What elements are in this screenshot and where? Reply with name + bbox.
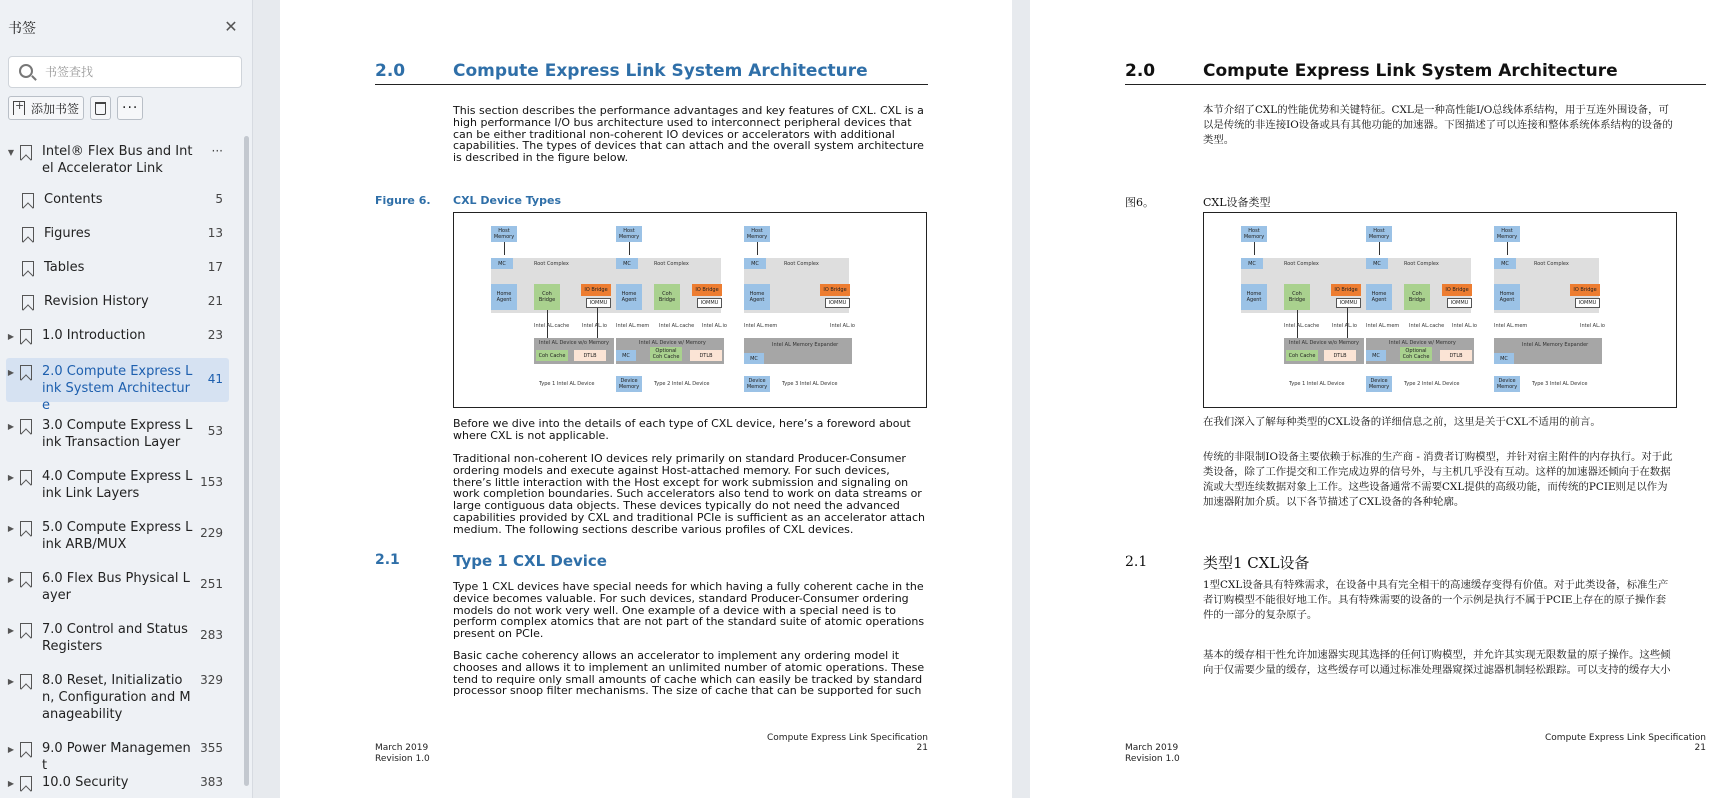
diagram-block: Host Memory <box>744 226 770 242</box>
bookmark-label: Intel® Flex Bus and Intel Accelerator Link <box>42 144 193 176</box>
expand-arrow-icon[interactable]: ▶ <box>7 473 15 482</box>
bookmark-item[interactable] <box>6 773 229 795</box>
footer-doc-title: Compute Express Link Specification <box>767 733 928 743</box>
diagram-link <box>757 242 758 255</box>
diagram-block: Coh Cache <box>536 350 568 361</box>
footer-page-number: 21 <box>1694 743 1706 753</box>
section-title: Compute Express Link System Architecture <box>1203 61 1618 81</box>
diagram-block: IOMMU <box>1575 298 1600 308</box>
diagram-link <box>1254 242 1255 255</box>
bookmark-item[interactable] <box>6 142 229 176</box>
diagram-block: Device Memory <box>616 376 642 392</box>
bookmark-search-input[interactable] <box>45 62 235 82</box>
expand-arrow-icon[interactable]: ▶ <box>7 575 15 584</box>
cxl-device-types-figure <box>453 212 927 408</box>
diagram-block: IO Bridge <box>692 284 722 296</box>
bookmark-sidebar <box>0 0 253 798</box>
section-number: 2.0 <box>375 61 406 81</box>
figure-title: CXL设备类型 <box>1203 196 1271 209</box>
diagram-caption: Root Complex <box>1534 261 1569 267</box>
diagram-block: Host Memory <box>616 226 642 242</box>
diagram-block: MC <box>491 258 513 269</box>
diagram-block: Home Agent <box>1241 284 1267 310</box>
diagram-block: Optional Coh Cache <box>650 347 682 361</box>
diagram-block: MC <box>1494 258 1516 269</box>
diagram-block: Home Agent <box>491 284 517 310</box>
sidebar-scrollbar[interactable] <box>244 136 249 786</box>
bookmark-page: 153 <box>200 475 223 489</box>
collapse-arrow-icon[interactable]: ▼ <box>7 148 15 157</box>
bookmark-icon <box>20 572 32 587</box>
diagram-block: Host Memory <box>1366 226 1392 242</box>
bookmark-item[interactable] <box>6 671 229 725</box>
diagram-caption: Intel AL.cache <box>1284 323 1320 329</box>
bookmark-icon <box>22 227 34 242</box>
paragraph: 在我们深入了解每种类型的CXL设备的详细信息之前，这里是关于CXL不适用的前言。 <box>1203 416 1601 428</box>
paragraph: 本节介绍了CXL的性能优势和关键特征。CXL是一种高性能I/O总线体系结构，用于互连外围设备，可以是传统的非连接IO设备或具有其他功能的加速器。下图描述了可以连接和整体系统体系结构的设备的类型。 <box>1203 104 1673 146</box>
bookmark-label: Contents <box>44 192 103 207</box>
expand-arrow-icon[interactable]: ▶ <box>7 626 15 635</box>
paragraph: 传统的非限制IO设备主要依赖于标准的生产商 - 消费者订购模型，并针对宿主附件的内存执行。对于此类设备，除了工作提交和工作完成边界的信号外，与主机几乎没有互动。这样的加速器还倾向于在数据流或大型连续数据对象上工作。这些设备通常不需要CXL提供的高级功能，而传统的PCIE则足以作为加速器附加介质。以下各节描述了CXL设备的各种轮廓。 <box>1203 451 1673 508</box>
diagram-caption: Intel AL Device w/o Memory <box>539 340 609 346</box>
paragraph: 1型CXL设备具有特殊需求，在设备中具有完全相干的高速缓存变得有价值。对于此类设备，标准生产者订购模型不能很好地工作。具有特殊需要的设备的一个示例是执行不属于PCIE上存在的原子操作套件的一部分的复杂原子。 <box>1203 579 1669 621</box>
more-icon: ··· <box>122 100 139 116</box>
diagram-block: Coh Cache <box>1286 350 1318 361</box>
figure-number: Figure 6. <box>375 194 431 207</box>
diagram-caption: Intel AL.mem <box>744 323 778 329</box>
diagram-link <box>629 242 630 255</box>
bookmark-page: 53 <box>207 424 223 438</box>
bookmark-label: 8.0 Reset, Initialization, Configuration and Manageability <box>42 673 191 722</box>
figure-number: 图6。 <box>1125 196 1154 209</box>
diagram-caption: Root Complex <box>784 261 819 267</box>
paragraph: Basic cache coherency allows an accelerator to implement any ordering model it chooses and allows it to implement an unlimited number of atomic operations. These tend to require only small amounts of cache which can easily be tracked by standard processor snoop filter mechanisms. The size of cache that can be supported for such <box>453 649 925 698</box>
bookmark-item[interactable] <box>6 518 229 554</box>
bookmark-icon <box>20 776 32 791</box>
bookmark-page: 41 <box>207 372 223 386</box>
bookmark-page: 329 <box>200 673 223 687</box>
diagram-caption: Type 1 Intel AL Device <box>1289 381 1345 387</box>
diagram-caption: Intel AL.mem <box>616 323 650 329</box>
expand-arrow-icon[interactable]: ▶ <box>7 422 15 431</box>
diagram-caption: Intel AL Device w/ Memory <box>1389 340 1456 346</box>
bookmark-toolbar <box>8 96 143 120</box>
diagram-block: MC <box>1241 258 1263 269</box>
bookmark-item[interactable] <box>6 620 229 656</box>
bookmark-page: 5 <box>215 192 223 206</box>
diagram-caption: Intel AL.io <box>1332 323 1357 329</box>
heading-rule <box>1125 84 1706 85</box>
diagram-block: DTLB <box>690 350 722 361</box>
bookmark-page: 13 <box>207 226 223 240</box>
diagram-caption: Intel AL Memory Expander <box>1522 342 1589 348</box>
diagram-block: DTLB <box>574 350 606 361</box>
diagram-caption: Intel AL.io <box>1580 323 1605 329</box>
diagram-caption: Intel AL Memory Expander <box>772 342 839 348</box>
subsection-number: 2.1 <box>375 552 400 568</box>
bookmark-item[interactable] <box>18 258 229 280</box>
expand-arrow-icon[interactable]: ▶ <box>7 745 15 754</box>
diagram-block: DTLB <box>1324 350 1356 361</box>
bookmark-label: 4.0 Compute Express Link Link Layers <box>42 469 193 501</box>
cxl-device-types-figure <box>1203 212 1677 408</box>
bookmark-icon <box>20 470 32 485</box>
diagram-block: Home Agent <box>744 284 770 310</box>
bookmark-search[interactable] <box>8 56 242 88</box>
diagram-block: IO Bridge <box>1442 284 1472 296</box>
diagram-block: IOMMU <box>586 298 611 308</box>
diagram-block: IOMMU <box>825 298 850 308</box>
diagram-block: Coh Bridge <box>534 284 560 310</box>
diagram-block: MC <box>616 350 636 361</box>
pdf-page-english <box>280 0 1012 798</box>
bookmark-icon <box>22 261 34 276</box>
bookmark-page: 229 <box>200 526 223 540</box>
bookmark-page: 283 <box>200 628 223 642</box>
pdf-page-chinese <box>1030 0 1729 798</box>
footer-page-number: 21 <box>916 743 928 753</box>
diagram-caption: Intel AL.mem <box>1494 323 1528 329</box>
diagram-link <box>1379 242 1380 255</box>
bookmark-item[interactable] <box>6 569 229 605</box>
paragraph: Before we dive into the details of each type of CXL device, here’s a foreword about where CXL is not applicable. <box>453 417 911 442</box>
add-bookmark-label: 添加书签 <box>31 101 80 116</box>
diagram-block: Optional Coh Cache <box>1400 347 1432 361</box>
diagram-caption: Type 3 Intel AL Device <box>782 381 838 387</box>
diagram-block: Device Memory <box>744 376 770 392</box>
bookmark-icon <box>20 145 32 160</box>
bookmark-item[interactable] <box>18 292 229 314</box>
bookmark-icon <box>20 419 32 434</box>
diagram-block: IO Bridge <box>581 284 611 296</box>
expand-arrow-icon[interactable]: ▶ <box>7 332 15 341</box>
bookmark-item[interactable] <box>18 190 229 212</box>
diagram-caption: Intel AL Device w/ Memory <box>639 340 706 346</box>
expand-arrow-icon[interactable]: ▶ <box>7 524 15 533</box>
add-bookmark-button[interactable] <box>8 96 84 120</box>
diagram-caption: Intel AL.cache <box>1409 323 1445 329</box>
diagram-caption: Intel AL Device w/o Memory <box>1289 340 1359 346</box>
footer-date: March 2019 <box>375 743 429 753</box>
bookmark-icon <box>20 674 32 689</box>
bookmark-label: 9.0 Power Management <box>42 741 191 773</box>
diagram-caption: Root Complex <box>654 261 689 267</box>
bookmark-icon <box>20 365 32 380</box>
section-number: 2.0 <box>1125 61 1156 81</box>
bookmark-page: 355 <box>200 741 223 755</box>
bookmark-label: 10.0 Security <box>42 775 129 790</box>
bookmark-item[interactable] <box>6 739 229 773</box>
diagram-block: Coh Bridge <box>1284 284 1310 310</box>
bookmark-item[interactable] <box>6 416 229 452</box>
footer-date: March 2019 <box>1125 743 1179 753</box>
bookmark-label: Tables <box>44 260 85 275</box>
diagram-block: IOMMU <box>1336 298 1361 308</box>
bookmark-item[interactable] <box>6 326 229 348</box>
diagram-block: MC <box>616 258 638 269</box>
diagram-block: IO Bridge <box>820 284 850 296</box>
more-options-button[interactable] <box>117 96 143 120</box>
search-icon <box>19 64 33 78</box>
diagram-caption: Root Complex <box>1284 261 1319 267</box>
bookmark-item[interactable] <box>18 224 229 246</box>
section-title: Compute Express Link System Architecture <box>453 61 868 81</box>
bookmark-label: 6.0 Flex Bus Physical Layer <box>42 571 190 603</box>
paragraph: Traditional non-coherent IO devices rely primarily on standard Producer-Consumer ordering models and execute against Host-attached memory. For such devices, there’s little interaction with the Host except for work submission and signaling on work completion boundaries. Such accelerators also tend to work on data streams or large contiguous data objects. These devices typically do not need the advanced capabilities provided by CXL and traditional PCIe is sufficient as an accelerator attach medium. The following sections describe various profiles of CXL devices. <box>453 452 925 536</box>
diagram-block: MC <box>1366 258 1388 269</box>
paragraph: Type 1 CXL devices have special needs for which having a fully coherent cache in the device becomes valuable. For such devices, standard Producer-Consumer ordering models do not work very well. One example of a device with a special need is to perform complex atomics that are not part of the standard suite of atomic operations present on PCIe. <box>453 580 925 641</box>
footer-revision: Revision 1.0 <box>1125 754 1180 764</box>
figure-title: CXL Device Types <box>453 194 561 207</box>
bookmark-icon <box>20 623 32 638</box>
diagram-block: MC <box>744 258 766 269</box>
bookmark-icon <box>22 193 34 208</box>
bookmark-label: 5.0 Compute Express Link ARB/MUX <box>42 520 193 552</box>
diagram-block: IOMMU <box>1447 298 1472 308</box>
diagram-block: MC <box>744 353 764 364</box>
diagram-caption: Intel AL.io <box>830 323 855 329</box>
diagram-caption: Intel AL.mem <box>1366 323 1400 329</box>
bookmark-page: 23 <box>207 328 223 342</box>
subsection-title: Type 1 CXL Device <box>453 552 607 570</box>
footer-revision: Revision 1.0 <box>375 754 430 764</box>
diagram-caption: Intel AL.io <box>1452 323 1477 329</box>
diagram-block: Host Memory <box>1241 226 1267 242</box>
diagram-block: Host Memory <box>491 226 517 242</box>
diagram-block: Coh Bridge <box>654 284 680 310</box>
diagram-block: Device Memory <box>1494 376 1520 392</box>
bookmark-label: 3.0 Compute Express Link Transaction Layer <box>42 418 193 450</box>
diagram-caption: Type 2 Intel AL Device <box>1404 381 1460 387</box>
diagram-block: IO Bridge <box>1331 284 1361 296</box>
diagram-caption: Intel AL.cache <box>659 323 695 329</box>
delete-bookmark-button[interactable] <box>90 96 111 120</box>
footer-doc-title: Compute Express Link Specification <box>1545 733 1706 743</box>
diagram-block: IO Bridge <box>1570 284 1600 296</box>
diagram-block: DTLB <box>1440 350 1472 361</box>
diagram-caption: Intel AL.cache <box>534 323 570 329</box>
diagram-block: Home Agent <box>1366 284 1392 310</box>
bookmark-page: ··· <box>211 144 223 158</box>
paragraph: This section describes the performance advantages and key features of CXL. CXL is a high performance I/O bus architecture used to interconnect peripheral devices that can be either traditional non-coherent IO devices or accelerators with additional capabilities. The types of devices that can attach and the overall system architecture is described in the figure below. <box>453 104 924 165</box>
bookmark-label: 2.0 Compute Express Link System Architecture <box>42 364 193 413</box>
bookmark-label: Figures <box>44 226 91 241</box>
diagram-block: Coh Bridge <box>1404 284 1430 310</box>
subsection-title: 类型1 CXL设备 <box>1203 554 1310 572</box>
diagram-caption: Type 1 Intel AL Device <box>539 381 595 387</box>
bookmark-page: 251 <box>200 577 223 591</box>
diagram-link <box>504 242 505 255</box>
diagram-caption: Intel AL.io <box>582 323 607 329</box>
bookmark-page: 17 <box>207 260 223 274</box>
bookmark-label: 1.0 Introduction <box>42 328 146 343</box>
heading-rule <box>375 84 928 85</box>
bookmark-page: 21 <box>207 294 223 308</box>
bookmark-page: 383 <box>200 775 223 789</box>
bookmark-icon <box>20 329 32 344</box>
bookmark-icon <box>22 295 34 310</box>
diagram-block: Home Agent <box>616 284 642 310</box>
subsection-number: 2.1 <box>1125 554 1148 570</box>
diagram-caption: Type 2 Intel AL Device <box>654 381 710 387</box>
bookmark-item-current[interactable] <box>6 358 229 413</box>
bookmark-label: 7.0 Control and Status Registers <box>42 622 188 654</box>
diagram-caption: Root Complex <box>1404 261 1439 267</box>
expand-arrow-icon[interactable]: ▶ <box>7 368 15 377</box>
paragraph: 基本的缓存相干性允许加速器实现其选择的任何订购模型，并允许其实现无限数量的原子操作。这些倾向于仅需要少量的缓存，这些缓存可以通过标准处理器窥探过滤器机制轻松跟踪。可以支持的缓存大小 <box>1203 649 1671 676</box>
diagram-block: Device Memory <box>1366 376 1392 392</box>
bookmark-icon <box>20 521 32 536</box>
bookmark-label: Revision History <box>44 294 149 309</box>
bookmark-item[interactable] <box>6 467 229 503</box>
add-bookmark-icon <box>13 101 25 115</box>
diagram-block: Home Agent <box>1494 284 1520 310</box>
diagram-block: Host Memory <box>1494 226 1520 242</box>
sidebar-title: 书签 <box>8 21 36 37</box>
diagram-block: MC <box>1494 353 1514 364</box>
diagram-caption: Root Complex <box>534 261 569 267</box>
expand-arrow-icon[interactable]: ▶ <box>7 779 15 788</box>
diagram-block: IOMMU <box>697 298 722 308</box>
expand-arrow-icon[interactable]: ▶ <box>7 677 15 686</box>
diagram-block: MC <box>1366 350 1386 361</box>
bookmark-icon <box>20 742 32 757</box>
diagram-link <box>1507 242 1508 255</box>
diagram-caption: Type 3 Intel AL Device <box>1532 381 1588 387</box>
close-icon[interactable]: ✕ <box>224 17 238 36</box>
trash-icon <box>95 102 106 115</box>
diagram-caption: Intel AL.io <box>702 323 727 329</box>
